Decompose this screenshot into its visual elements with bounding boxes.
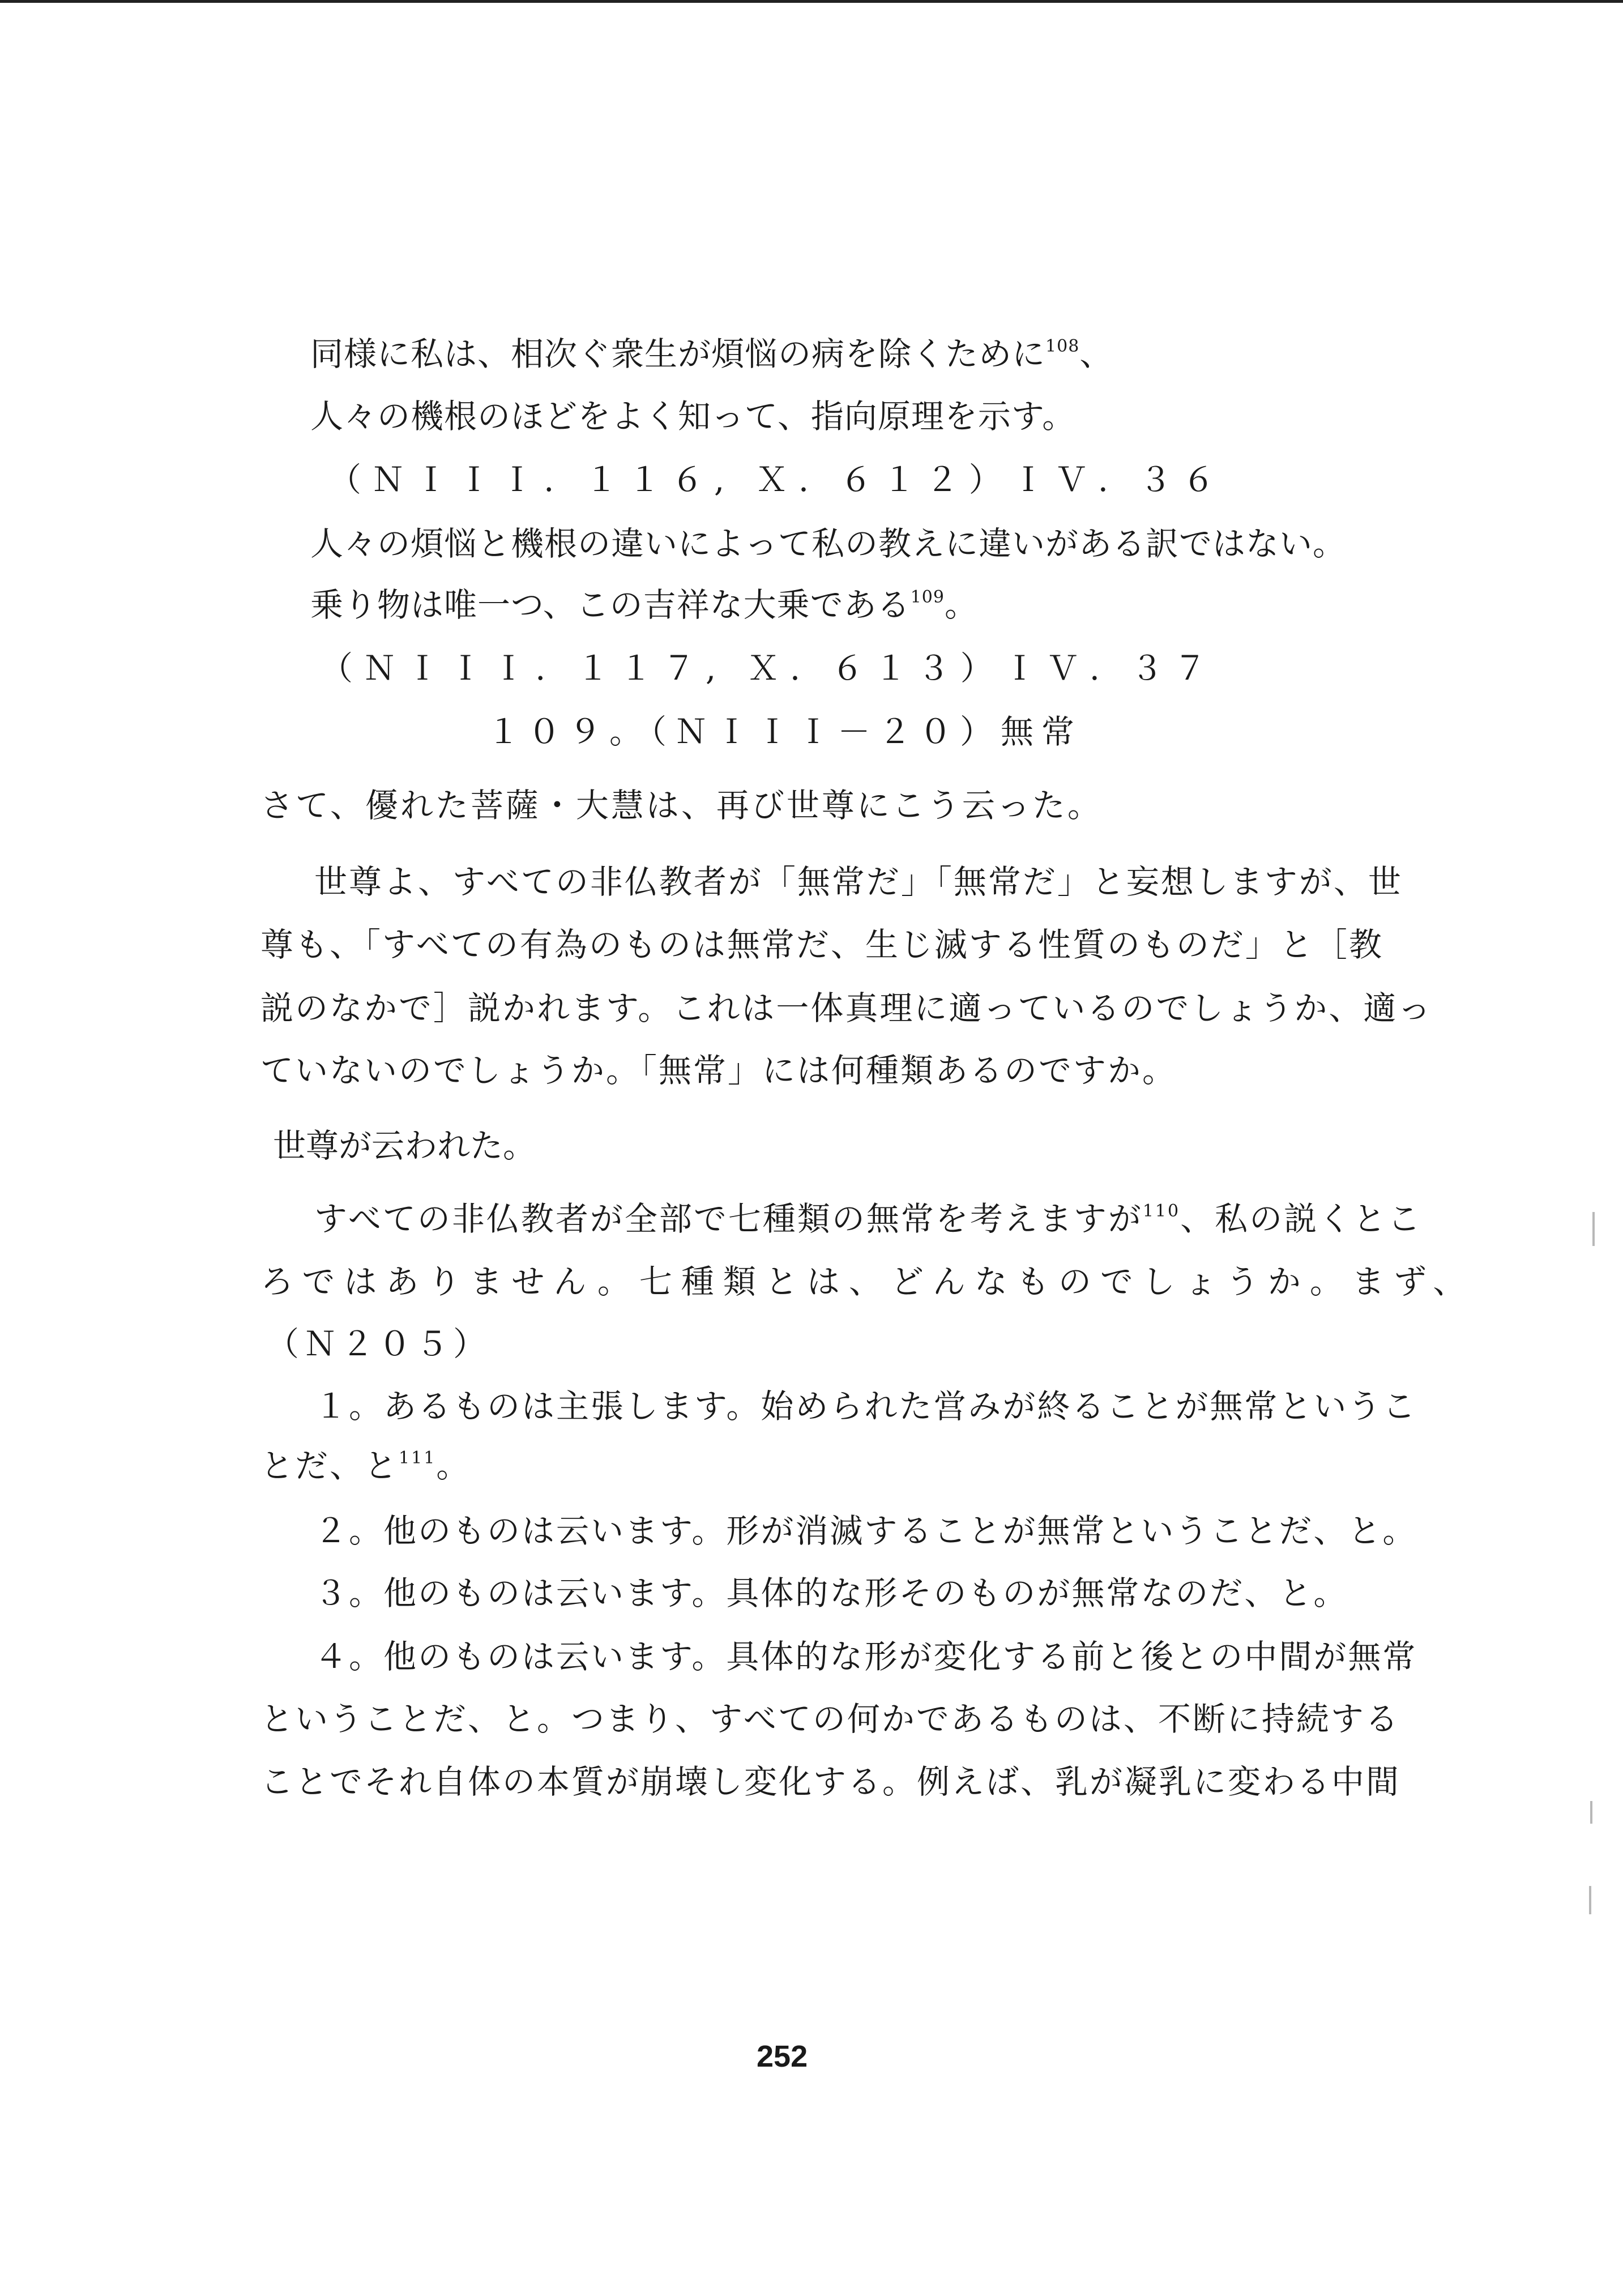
section-heading: １０９。（ＮＩＩＩ－２０）無常 bbox=[487, 712, 1083, 751]
paragraph-line: 尊も、「すべての有為のものは無常だ、生じ滅する性質のものだ」と［教 bbox=[260, 925, 1383, 964]
verse-line: 同様に私は、相次ぐ衆生が煩悩の病を除くために$^{108}$、 bbox=[310, 335, 1113, 373]
paragraph-line: すべての非仏教者が全部で七種類の無常を考えますが$^{110}$、私の説くとこ bbox=[314, 1200, 1423, 1238]
verse-line: 乗り物は唯一つ、この吉祥な大乗である$^{109}$。 bbox=[310, 586, 978, 624]
paragraph-line: （Ｎ２０５） bbox=[266, 1325, 491, 1363]
page-number: 252 bbox=[757, 2039, 808, 2073]
citation: （ＮＩＩＩ. １１７, Ｘ. ６１３）ＩＶ. ３７ bbox=[320, 649, 1217, 688]
citation: （ＮＩＩＩ. １１６, Ｘ. ６１２）ＩＶ. ３６ bbox=[328, 460, 1225, 499]
list-item: ３。他のものは云います。具体的な形そのものが無常なのだ、と。 bbox=[314, 1574, 1348, 1612]
scan-artifact bbox=[1592, 1212, 1595, 1246]
paragraph-line: ていないのでしょうか。「無常」には何種類あるのですか。 bbox=[260, 1051, 1177, 1090]
footnote-ref: 111 bbox=[399, 1448, 437, 1468]
footnote-ref: 110 bbox=[1142, 1201, 1181, 1221]
scan-artifact bbox=[1590, 1801, 1592, 1824]
verse-line: 人々の機根のほどをよく知って、指向原理を示す。 bbox=[310, 397, 1076, 436]
verse-line: 人々の煩悩と機根の違いによって私の教えに違いがある訳ではない。 bbox=[310, 524, 1347, 563]
list-item: ４。他のものは云います。具体的な形が変化する前と後との中間が無常 bbox=[314, 1637, 1417, 1676]
paragraph-line: 世尊が云われた。 bbox=[273, 1126, 536, 1165]
paragraph-line: 世尊よ、すべての非仏教者が「無常だ」「無常だ」と妄想しますが、世 bbox=[314, 863, 1403, 901]
paragraph-line: さて、優れた菩薩・大慧は、再び世尊にこう云った。 bbox=[260, 786, 1103, 825]
footnote-ref: 108 bbox=[1045, 336, 1080, 356]
list-item: ２。他のものは云います。形が消滅することが無常ということだ、と。 bbox=[314, 1512, 1417, 1550]
footnote-ref: 109 bbox=[910, 587, 945, 607]
top-border bbox=[0, 0, 1623, 3]
paragraph-line: 説のなかで］説かれます。これは一体真理に適っているのでしょうか、適っ bbox=[260, 989, 1433, 1027]
list-item: １。あるものは主張します。始められた営みが終ることが無常というこ bbox=[314, 1387, 1417, 1426]
scan-artifact bbox=[1589, 1886, 1591, 1914]
list-item: ということだ、と。つまり、すべての何かであるものは、不断に持続する bbox=[260, 1700, 1400, 1738]
list-item: ことでそれ自体の本質が崩壊し変化する。例えば、乳が凝乳に変わる中間 bbox=[260, 1762, 1401, 1801]
list-item: とだ、と$^{111}$。 bbox=[260, 1446, 471, 1485]
paragraph-line: ろではありません。七種類とは、どんなものでしょうか。まず、 bbox=[260, 1262, 1475, 1301]
